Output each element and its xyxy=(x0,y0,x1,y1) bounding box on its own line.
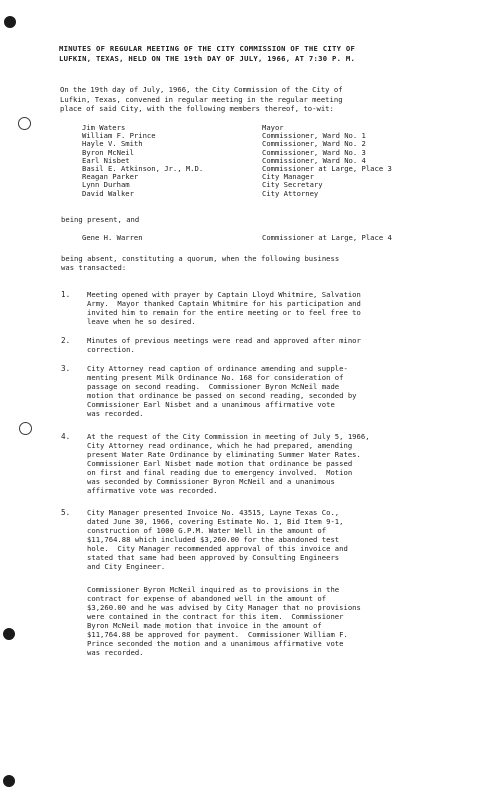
item-3-line: passage on second reading. Commissioner Byron McNeil made xyxy=(87,382,340,391)
item-4-line: City Attorney read ordinance, which he had prepared, amending xyxy=(87,441,353,450)
member-name: Jim Waters xyxy=(82,123,126,132)
member-name: Hayle V. Smith xyxy=(82,139,143,149)
item-5-line: and City Engineer. xyxy=(87,562,166,571)
item-number: 5. xyxy=(61,508,71,517)
member-name: Lynn Durham xyxy=(82,180,130,190)
member-role: Commissioner at Large, Place 4 xyxy=(262,233,392,242)
item-2-line: correction. xyxy=(87,345,135,354)
item-4-line: Commissioner Earl Nisbet made motion that ordinance be passed xyxy=(87,459,353,468)
being-present-text: being present, and xyxy=(61,215,140,224)
minutes-title-line-1: MINUTES OF REGULAR MEETING OF THE CITY COMMISSION OF THE CITY OF xyxy=(59,44,356,53)
member-role: Mayor xyxy=(262,123,284,132)
member-name: William F. Prince xyxy=(82,131,156,141)
member-role: Commissioner at Large, Place 3 xyxy=(262,163,392,173)
member-name: Basil E. Atkinson, Jr., M.D. xyxy=(82,163,204,173)
quorum-line: was transacted: xyxy=(61,263,127,272)
item-5-continuation-line: were contained in the contract for this item. Commissioner xyxy=(87,612,344,621)
member-name: Gene H. Warren xyxy=(82,233,143,242)
item-5-continuation-line: $11,764.88 be approved for payment. Commissioner William F. xyxy=(87,630,348,639)
intro-line: Lufkin, Texas, convened in regular meeting in the regular meeting xyxy=(60,95,343,104)
item-3-line: City Attorney read caption of ordinance amending and supple- xyxy=(87,364,348,373)
item-5-line: construction of 1000 G.P.M. Water Well in the amount of xyxy=(87,526,327,535)
item-5-continuation-line: Prince seconded the motion and a unanimous affirmative vote xyxy=(87,639,344,648)
member-name: Reagan Parker xyxy=(82,172,139,182)
member-role: Commissioner, Ward No. 4 xyxy=(262,155,366,165)
punch-hole-bottom xyxy=(3,775,15,787)
member-row xyxy=(82,234,392,242)
minutes-title-line-2: LUFKIN, TEXAS, HELD ON THE 19th DAY OF JULY, 1966, AT 7:30 P. M. xyxy=(59,54,356,63)
member-name: Byron McNeil xyxy=(82,147,134,157)
ring-hole-middle xyxy=(19,422,32,435)
member-role: City Attorney xyxy=(262,188,319,198)
member-role: Commissioner, Ward No. 1 xyxy=(262,131,366,141)
item-number: 1. xyxy=(61,290,71,299)
item-5-line: hole. City Manager recommended approval of this invoice and xyxy=(87,544,348,553)
member-row xyxy=(82,190,392,198)
member-role: Commissioner, Ward No. 2 xyxy=(262,139,366,149)
item-5-continuation-line: was recorded. xyxy=(87,648,144,657)
item-4-line: was seconded by Commissioner Byron McNeil and a unanimous xyxy=(87,477,335,486)
item-5-line: City Manager presented Invoice No. 43515, Layne Texas Co., xyxy=(87,508,340,517)
item-1-line: leave when he so desired. xyxy=(87,317,196,326)
item-5-continuation-line: Commissioner Byron McNeil inquired as to provisions in the xyxy=(87,585,340,594)
intro-line: On the 19th day of July, 1966, the City Commission of the City of xyxy=(60,85,343,94)
item-3-line: menting present Milk Ordinance No. 168 for consideration of xyxy=(87,373,344,382)
item-5-continuation-line: contract for expense of abandoned well in the amount of xyxy=(87,594,327,603)
item-2-line: Minutes of previous meetings were read and approved after minor xyxy=(87,336,361,345)
intro-line: place of said City, with the following members thereof, to-wit: xyxy=(60,104,334,113)
quorum-line: being absent, constituting a quorum, when the following business xyxy=(61,254,340,263)
item-3-line: Commissioner Earl Nisbet and a unanimous affirmative vote xyxy=(87,400,335,409)
item-4-line: At the request of the City Commission in meeting of July 5, 1966, xyxy=(87,432,370,441)
item-number: 3. xyxy=(61,364,71,373)
item-4-line: on first and final reading due to emergency involved. Motion xyxy=(87,468,353,477)
member-role: Commissioner, Ward No. 3 xyxy=(262,147,366,157)
member-role: City Manager xyxy=(262,172,314,182)
item-4-line: present Water Rate Ordinance by eliminating Summer Water Rates. xyxy=(87,450,361,459)
punch-hole-lower xyxy=(3,628,15,640)
member-name: David Walker xyxy=(82,188,134,198)
item-3-line: was recorded. xyxy=(87,409,144,418)
member-role: City Secretary xyxy=(262,180,323,190)
item-4-line: affirmative vote was recorded. xyxy=(87,486,218,495)
item-1-line: invited him to remain for the entire meeting or to feel free to xyxy=(87,308,361,317)
item-1-line: Meeting opened with prayer by Captain Lloyd Whitmire, Salvation xyxy=(87,290,361,299)
punch-hole-top xyxy=(4,16,16,28)
item-5-line: $11,764.88 which included $3,260.00 for the abandoned test xyxy=(87,535,340,544)
item-5-continuation-line: Byron McNeil made motion that invoice in the amount of xyxy=(87,621,322,630)
item-5-line: dated June 30, 1966, covering Estimate No. 1, Bid Item 9-1, xyxy=(87,517,344,526)
ring-hole-upper xyxy=(18,117,31,130)
absent-member-row xyxy=(82,234,392,242)
item-5-continuation-line: $3,260.00 and he was advised by City Manager that no provisions xyxy=(87,603,361,612)
item-number: 4. xyxy=(61,432,71,441)
item-5-line: stated that same had been approved by Consulting Engineers xyxy=(87,553,340,562)
item-3-line: motion that ordinance be passed on second reading, seconded by xyxy=(87,391,357,400)
item-number: 2. xyxy=(61,336,71,345)
member-name: Earl Nisbet xyxy=(82,155,130,165)
present-members-roster xyxy=(82,124,392,198)
item-1-line: Army. Mayor thanked Captain Whitmire for his participation and xyxy=(87,299,361,308)
